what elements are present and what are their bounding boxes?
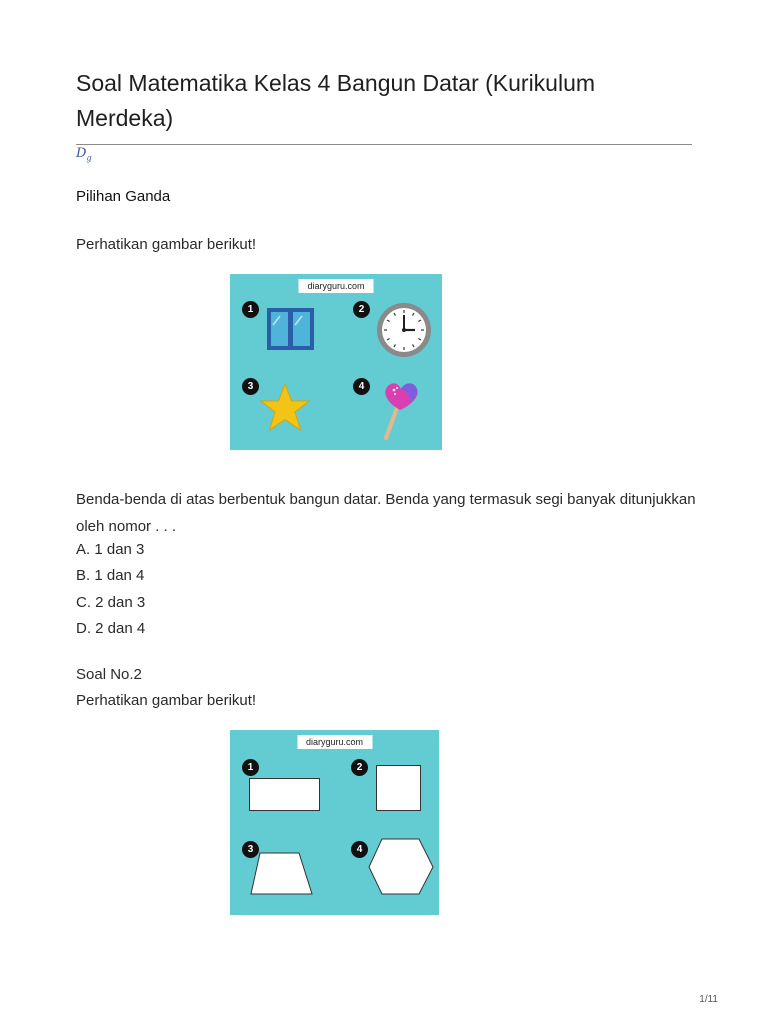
question-2-intro: Perhatikan gambar berikut! — [76, 692, 257, 709]
question-1-intro: Perhatikan gambar berikut! — [76, 236, 257, 253]
hexagon-shape — [369, 839, 433, 894]
star-icon — [258, 382, 312, 434]
title-divider — [76, 144, 692, 145]
watermark: diaryguru.com — [298, 279, 373, 293]
question-2-number: Soal No.2 — [76, 666, 142, 683]
option-a[interactable]: A. 1 dan 3 — [76, 541, 145, 558]
square-shape — [377, 766, 421, 811]
figure-label-1: 1 — [242, 301, 259, 318]
question-1-text: Benda-benda di atas berbentuk bangun datar. Benda yang termasuk segi banyak ditunjukkan oleh nomor . . . — [76, 491, 696, 535]
watermark: diaryguru.com — [297, 735, 372, 749]
figure-label-4: 4 — [351, 841, 368, 858]
option-d[interactable]: D. 2 dan 4 — [76, 619, 146, 637]
heart-lollipop-icon — [380, 380, 424, 442]
rectangle-shape — [250, 779, 320, 811]
question-1-figure — [230, 274, 442, 450]
site-logo: $D_g$ — [76, 146, 92, 163]
figure-label-2: 2 — [353, 301, 370, 318]
figure-label-3: 3 — [242, 378, 259, 395]
figure-label-2: 2 — [351, 759, 368, 776]
answer-options — [76, 540, 145, 645]
window-icon — [266, 307, 316, 352]
shapes-drawing — [230, 730, 439, 915]
question-2-figure — [230, 730, 439, 915]
page-title: Soal Matematika Kelas 4 Bangun Datar (Kurikulum Merdeka) — [76, 70, 596, 131]
clock-icon — [376, 302, 432, 358]
trapezoid-shape — [251, 853, 312, 894]
section-heading: Pilihan Ganda — [76, 188, 171, 205]
option-c[interactable]: C. 2 dan 3 — [76, 593, 146, 611]
figure-label-1: 1 — [242, 759, 259, 776]
figure-label-3: 3 — [242, 841, 259, 858]
page-number: 1/11 — [699, 994, 718, 1005]
figure-label-4: 4 — [353, 378, 370, 395]
option-b[interactable]: B. 1 dan 4 — [76, 567, 145, 585]
